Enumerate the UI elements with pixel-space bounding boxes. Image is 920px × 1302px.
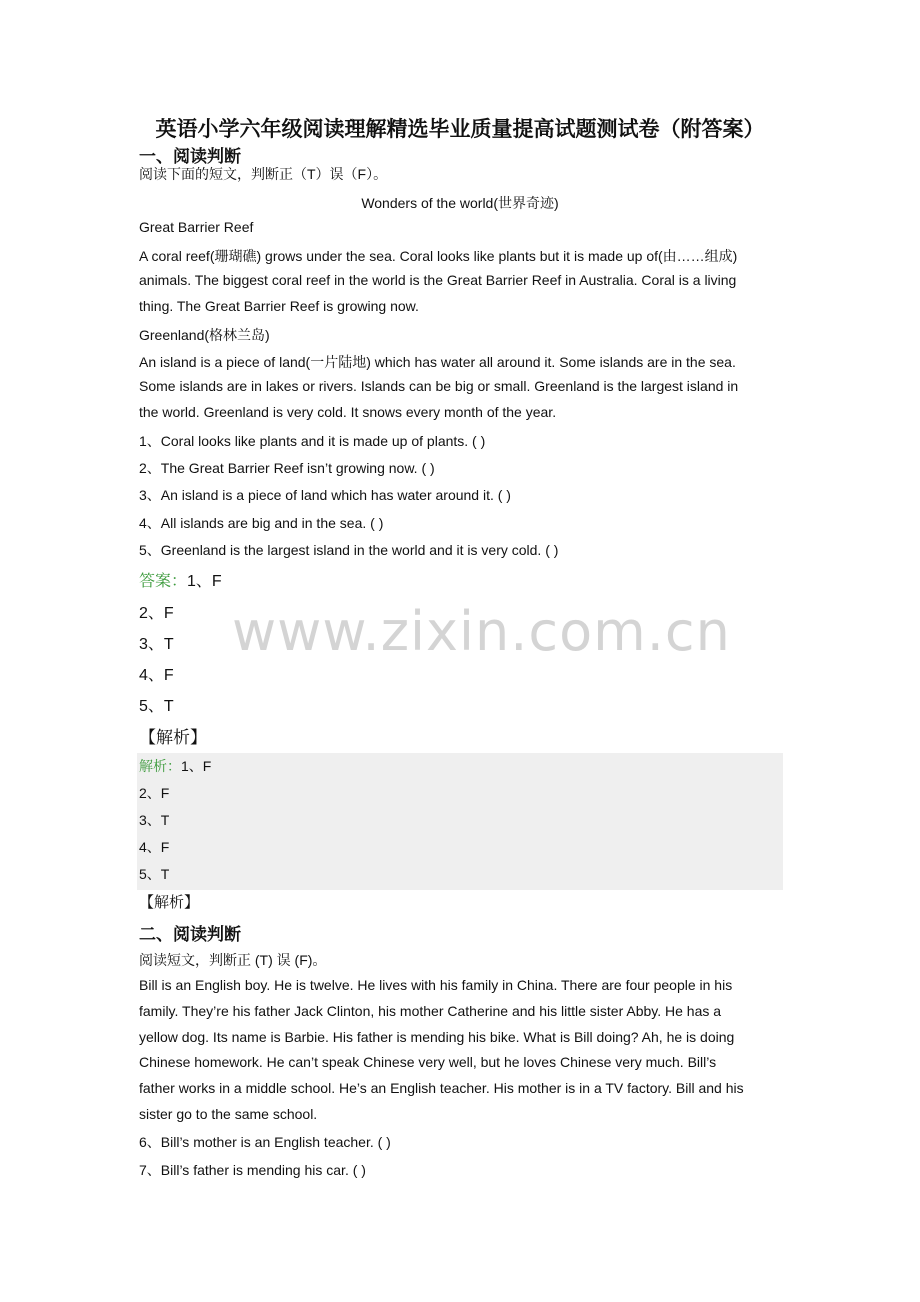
paragraph-line: thing. The Great Barrier Reef is growing now. [139,298,419,314]
answer-item: 1、F [187,573,222,590]
answer-line [139,568,222,591]
analysis-footer: 【解析】 [139,894,200,911]
subheading-reef: Great Barrier Reef [139,219,254,235]
paragraph-line: Some islands are in lakes or rivers. Islands can be big or small. Greenland is the largest island in [139,378,739,394]
paragraph-line: the world. Greenland is very cold. It snows every month of the year. [139,404,557,420]
subheading-greenland: Greenland(格林兰岛) [139,327,270,343]
analysis-line [139,756,211,776]
analysis-item: 1、F [181,758,212,774]
paragraph-line: family. They’re his father Jack Clinton, his mother Catherine and his little sister Abby. He has a [139,1003,722,1019]
question-item: 1、Coral looks like plants and it is made up of plants. ( ) [139,433,486,449]
section2-heading: 二、阅读判断 [139,925,241,945]
paragraph-line: An island is a piece of land(一片陆地) which has water all around it. Some islands are in the sea. [139,354,736,370]
analysis-label: 解析： [139,758,181,774]
paragraph-line: yellow dog. Its name is Barbie. His father is mending his bike. What is Bill doing? Ah, he is doing [139,1029,735,1045]
section2-instruction: 阅读短文，判断正 (T) 误 (F)。 [139,952,327,968]
paragraph-line: Chinese homework. He can’t speak Chinese very well, but he loves Chinese very much. Bill’s [139,1054,717,1070]
section1-instruction: 阅读下面的短文，判断正（T）误（F）。 [139,166,388,182]
analysis-item: 3、T [139,812,170,828]
analysis-item: 2、F [139,785,170,801]
page-title: 英语小学六年级阅读理解精选毕业质量提高试题测试卷（附答案） [155,117,765,141]
paragraph-line: Bill is an English boy. He is twelve. He lives with his family in China. There are four people in his [139,977,733,993]
answer-item: 3、T [139,636,174,653]
question-item: 6、Bill’s mother is an English teacher. ( ) [139,1134,391,1150]
paragraph-line: A coral reef(珊瑚礁) grows under the sea. Coral looks like plants but it is made up of(由……组成) [139,248,738,264]
answer-item: 2、F [139,605,174,622]
question-item: 7、Bill’s father is mending his car. ( ) [139,1162,366,1178]
analysis-heading: 【解析】 [139,728,207,747]
answer-item: 5、T [139,698,174,715]
paragraph-line: sister go to the same school. [139,1106,318,1122]
section1-heading: 一、阅读判断 [139,147,241,167]
passage-title: Wonders of the world(世界奇迹) [361,195,559,211]
question-item: 2、The Great Barrier Reef isn’t growing now. ( ) [139,460,435,476]
analysis-item: 5、T [139,866,170,882]
paragraph-line: father works in a middle school. He’s an English teacher. His mother is in a TV factory. Bill and his [139,1080,744,1096]
answer-item: 4、F [139,667,174,684]
question-item: 3、An island is a piece of land which has water around it. ( ) [139,487,511,503]
analysis-box [137,753,783,890]
question-item: 4、All islands are big and in the sea. ( ) [139,515,384,531]
analysis-item: 4、F [139,839,170,855]
watermark: www.zixin.com.cn [232,600,731,663]
answer-label: 答案： [139,573,188,590]
paragraph-line: animals. The biggest coral reef in the world is the Great Barrier Reef in Australia. Coral is a living [139,272,737,288]
question-item: 5、Greenland is the largest island in the world and it is very cold. ( ) [139,542,559,558]
